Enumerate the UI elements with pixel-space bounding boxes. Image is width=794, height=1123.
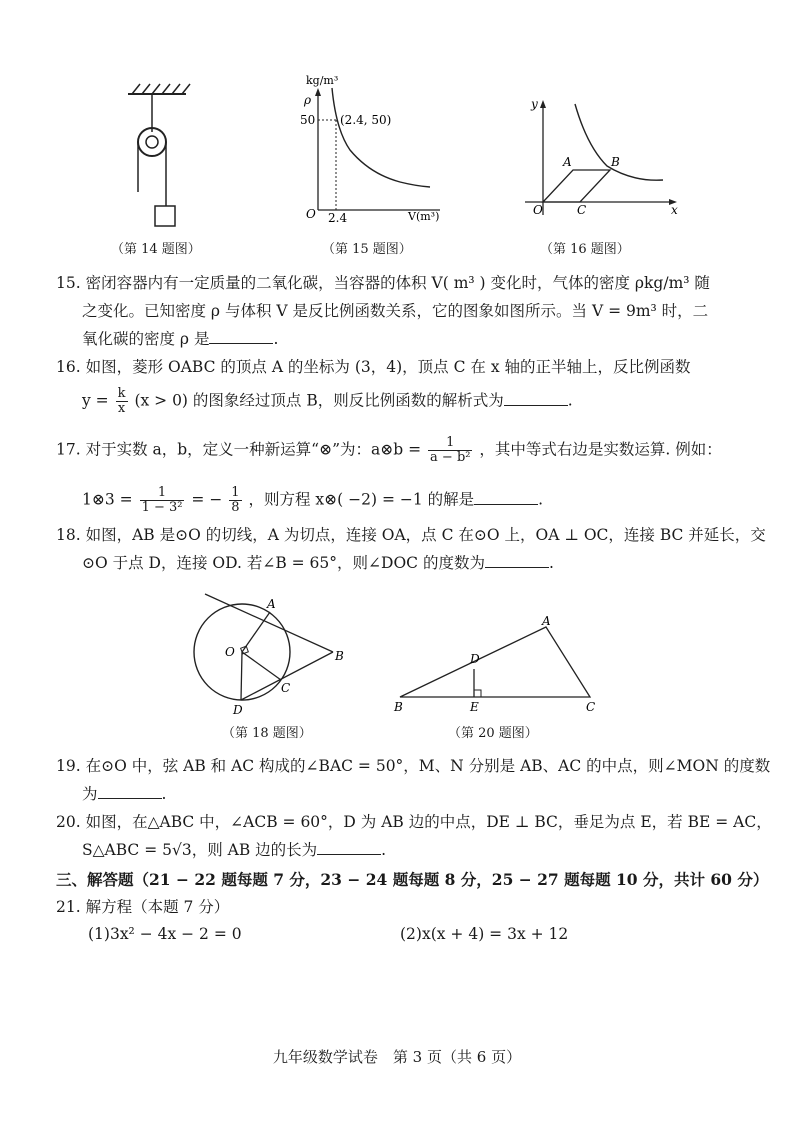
fig18-point-o: O (225, 645, 235, 659)
page-footer: 九年级数学试卷 第 3 页（共 6 页） (272, 1048, 522, 1066)
question-17-line-2: 1⊗3 = $\frac{1}{\text{1 − 3²}}$ = − $\frac{1}{8}$ ，则方程 x⊗( −2) = −1 的解是 . (82, 485, 544, 515)
fig16-y-label: y (531, 97, 538, 111)
question-15-line-1 (56, 273, 710, 293)
answer-blank[interactable] (474, 490, 538, 505)
fig15-x-label: V(m³) (408, 210, 440, 223)
question-15-line-2: 之变化。已知密度 ρ 与体积 V 是反比例函数关系，它的图象如图所示。当 V = 9m³ 时，二 (82, 302, 709, 320)
fig18-point-a: A (267, 597, 276, 611)
question-20-number: 20. (56, 813, 81, 831)
fig20-point-d: D (470, 652, 480, 666)
question-16-text-1: 如图，菱形 OABC 的顶点 A 的坐标为 (3，4)，顶点 C 在 x 轴的正半轴上，反比例函数 (85, 358, 691, 376)
question-21-part-1: (1)3x² − 4x − 2 = 0 (88, 925, 242, 943)
question-20-line-1 (56, 812, 772, 832)
question-20-line-2: S△ABC = 5√3，则 AB 边的长为 . (82, 841, 387, 859)
fig15-y-label: ρ (304, 93, 312, 107)
question-18-text-1: 如图，AB 是⊙O 的切线，A 为切点，连接 OA，点 C 在⊙O 上，OA ⊥ OC，连接 BC 并延长，交 (85, 526, 766, 544)
figure-18-circle-tangent (185, 590, 360, 720)
question-17-number: 17. (56, 440, 81, 459)
question-15-text-1: 密闭容器内有一定质量的二氧化碳，当容器的体积 V( m³ ) 变化时，气体的密度 ρkg/m³ 随 (85, 274, 710, 292)
answer-blank[interactable] (504, 391, 568, 406)
answer-blank[interactable] (317, 840, 381, 855)
fig18-point-d: D (233, 703, 243, 717)
question-18-text-2: ⊙O 于点 D，连接 OD. 若∠B = 65°，则∠DOC 的度数为 (82, 554, 485, 572)
question-18-line-1 (56, 525, 766, 545)
question-16-y-equals: y = (82, 391, 109, 410)
question-19-number: 19. (56, 757, 81, 775)
question-19-line-2: 为 . (82, 785, 167, 803)
question-17-text-post: ，其中等式右边是实数运算. 例如： (479, 440, 722, 459)
fig15-origin: O (306, 207, 316, 221)
question-21-title: 21. 解方程（本题 7 分） (56, 898, 230, 916)
question-15-line-3: 氧化碳的密度 ρ 是 . (82, 330, 279, 348)
figure-15-density-graph (290, 70, 450, 230)
section-3-heading: 三、解答题（21 − 22 题每题 7 分，23 − 24 题每题 8 分，25 − 27 题每题 10 分，共计 60 分） (56, 870, 769, 889)
question-18-number: 18. (56, 526, 81, 544)
question-21-part-2: (2)x(x + 4) = 3x + 12 (400, 925, 569, 943)
question-16-line-1 (56, 357, 691, 377)
fig16-point-b: B (611, 155, 620, 169)
figure-15-caption: （第 15 题图） (322, 242, 412, 257)
fraction-1-over-1-minus-3sq: $\frac{1}{\text{1 − 3²}}$ (141, 485, 183, 515)
fig15-y-tick: 50 (300, 113, 316, 127)
figure-16-caption: （第 16 题图） (540, 242, 630, 257)
question-20-text-1: 如图，在△ABC 中，∠ACB = 60°，D 为 AB 边的中点，DE ⊥ BC，垂足为点 E，若 BE = AC， (85, 813, 772, 831)
question-19-line-1 (56, 756, 770, 776)
fig20-point-a: A (542, 615, 551, 628)
fig15-x-tick: 2.4 (328, 211, 348, 225)
question-19-text-1: 在⊙O 中，弦 AB 和 AC 构成的∠BAC = 50°，M、N 分别是 AB、AC 的中点，则∠MON 的度数 (85, 757, 771, 775)
figure-16-rhombus-graph (515, 90, 690, 225)
question-17-example-mid: = − (191, 490, 223, 509)
fig20-point-c: C (586, 700, 596, 714)
fig20-point-b: B (394, 700, 403, 714)
fig16-point-a: A (563, 155, 572, 169)
question-20-text-2: S△ABC = 5√3，则 AB 边的长为 (82, 841, 318, 859)
question-17-example-post: ，则方程 x⊗( −2) = −1 的解是 (248, 490, 475, 509)
question-17-text-pre: 对于实数 a，b，定义一种新运算“⊗”为：a⊗b = (85, 440, 422, 459)
figure-14-caption: （第 14 题图） (111, 242, 201, 257)
figure-20-triangle (390, 615, 605, 715)
question-15-number: 15. (56, 274, 81, 292)
fig18-point-c: C (281, 681, 291, 695)
figure-14-pulley (120, 80, 200, 230)
question-17-line-1 (56, 436, 722, 465)
question-16-text-2: (x > 0) 的图象经过顶点 B，则反比例函数的解析式为 (134, 391, 504, 410)
fig15-point-label: (2.4, 50) (340, 113, 392, 127)
fig15-unit-label: kg/m³ (306, 74, 339, 87)
fig16-point-c: C (577, 203, 587, 217)
figure-18-caption: （第 18 题图） (222, 726, 312, 741)
fraction-1-over-a-minus-b2: $\frac{1}{\text{a − b²}}$ (430, 435, 471, 465)
fraction-1-over-8: $\frac{1}{8}$ (231, 485, 240, 515)
answer-blank[interactable] (98, 784, 162, 799)
question-16-line-2: y = $\frac{k}{x}$ (x > 0) 的图象经过顶点 B，则反比例函数的解析式为 . (82, 386, 573, 416)
fraction-k-over-x: $\frac{k}{x}$ (117, 386, 126, 416)
fig16-x-label: x (671, 203, 678, 217)
question-17-example-pre: 1⊗3 = (82, 490, 133, 509)
answer-blank[interactable] (209, 329, 273, 344)
question-19-text-2: 为 (82, 785, 98, 803)
fig20-point-e: E (470, 700, 479, 714)
question-18-line-2: ⊙O 于点 D，连接 OD. 若∠B = 65°，则∠DOC 的度数为 . (82, 554, 554, 572)
answer-blank[interactable] (485, 553, 549, 568)
figure-20-caption: （第 20 题图） (448, 726, 538, 741)
question-16-number: 16. (56, 358, 81, 376)
fig18-point-b: B (335, 649, 344, 663)
question-15-text-3: 氧化碳的密度 ρ 是 (82, 330, 210, 348)
fig16-origin: O (533, 203, 543, 217)
